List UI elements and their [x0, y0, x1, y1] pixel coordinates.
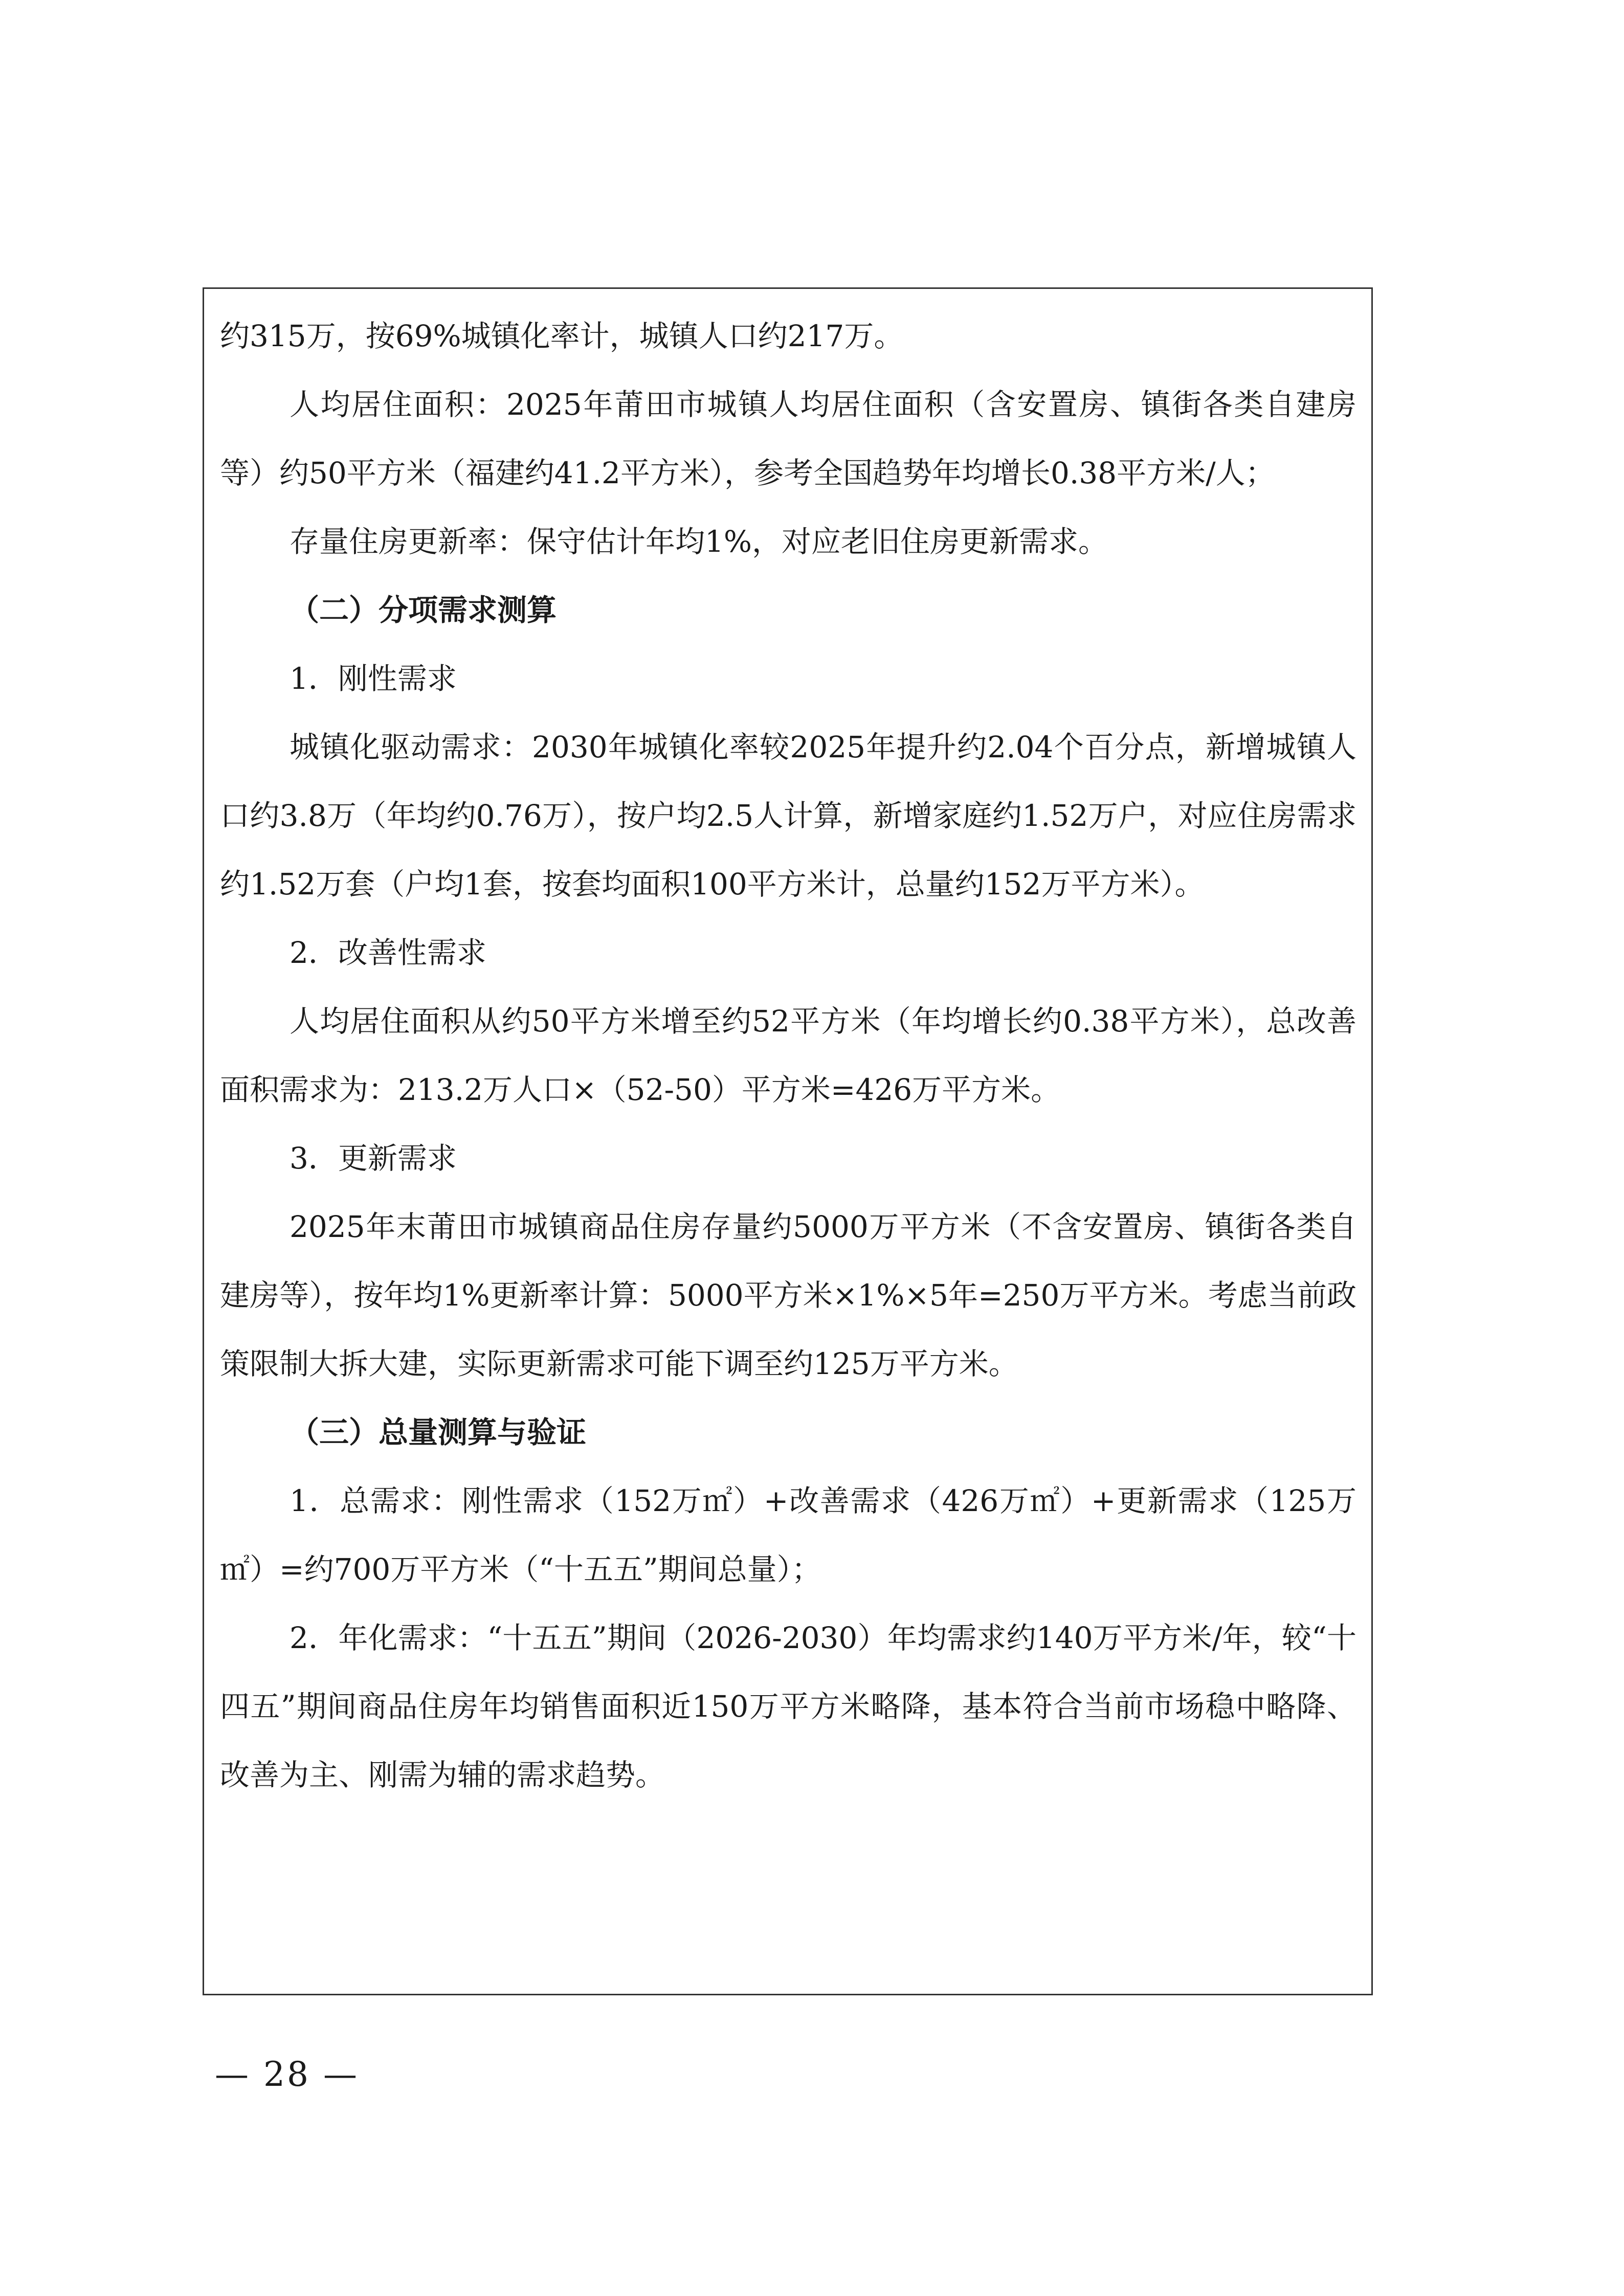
section-heading-2: （二）分项需求测算 — [290, 593, 557, 627]
paragraph-total-demand: 1．总需求：刚性需求（152万㎡）+改善需求（426万㎡）+更新需求（125万㎡）=约700万平方米（“十五五”期间总量）； — [220, 1483, 1356, 1587]
paragraph-renewal-rate: 存量住房更新率：保守估计年均1%，对应老旧住房更新需求。 — [290, 524, 1108, 559]
paragraph-urbanization-demand: 城镇化驱动需求：2030年城镇化率较2025年提升约2.04个百分点，新增城镇人口约3.8万（年均约0.76万），按户均2.5人计算，新增家庭约1.52万户，对应住房需求约1.52万套（户均1套，按套均面积100平方米计，总量约152万平方米）。 — [220, 730, 1356, 902]
paragraph-renewal-demand: 2025年末莆田市城镇商品住房存量约5000万平方米（不含安置房、镇街各类自建房等），按年均1%更新率计算：5000平方米×1%×5年=250万平方米。考虑当前政策限制大拆大建，实际更新需求可能下调至约125万平方米。 — [220, 1209, 1356, 1381]
section-heading-3: （三）总量测算与验证 — [290, 1415, 587, 1450]
subheading-rigid-demand: 1．刚性需求 — [290, 661, 457, 696]
page-number: — 28 — — [215, 2055, 359, 2094]
subheading-renewal-demand: 3．更新需求 — [290, 1141, 457, 1176]
paragraph-population: 约315万，按69%城镇化率计，城镇人口约217万。 — [220, 319, 904, 353]
paragraph-per-capita-area: 人均居住面积：2025年莆田市城镇人均居住面积（含安置房、镇街各类自建房等）约50平方米（福建约41.2平方米），参考全国趋势年均增长0.38平方米/人； — [220, 387, 1356, 490]
document-body — [220, 302, 1356, 1809]
subheading-improvement-demand: 2．改善性需求 — [290, 935, 486, 970]
paragraph-improvement-demand: 人均居住面积从约50平方米增至约52平方米（年均增长约0.38平方米），总改善面积需求为：213.2万人口×（52-50）平方米=426万平方米。 — [220, 1004, 1356, 1107]
paragraph-annual-demand: 2．年化需求：“十五五”期间（2026-2030）年均需求约140万平方米/年，较“十四五”期间商品住房年均销售面积近150万平方米略降，基本符合当前市场稳中略降、改善为主、刚需为辅的需求趋势。 — [220, 1620, 1356, 1792]
